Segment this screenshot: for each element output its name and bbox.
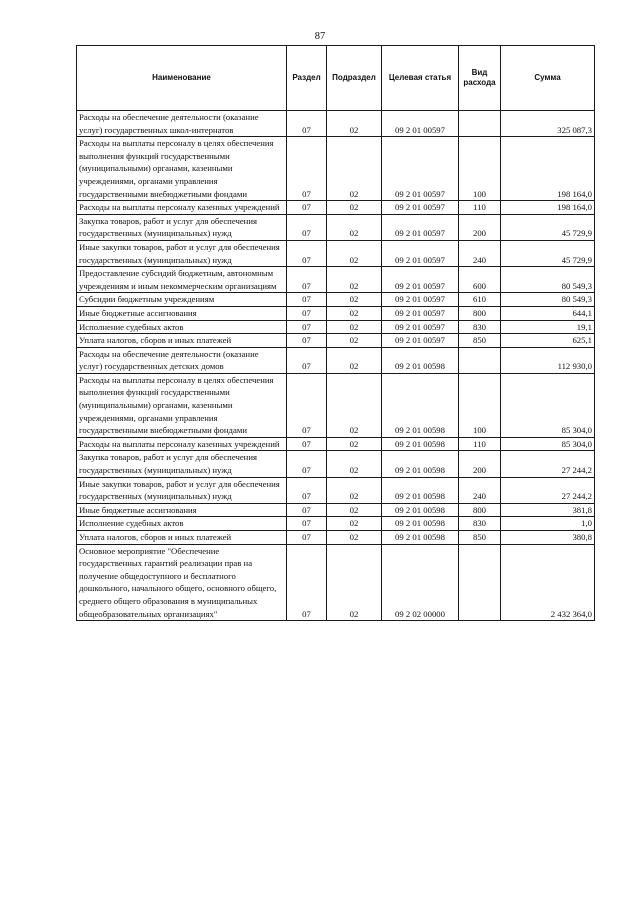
row-amount: 85 304,0 bbox=[501, 437, 595, 451]
row-subsection: 02 bbox=[327, 320, 382, 334]
row-name: Расходы на обеспечение деятельности (оказание услуг) государственных школ-интернатов bbox=[77, 111, 287, 137]
row-subsection: 02 bbox=[327, 373, 382, 437]
row-subsection: 02 bbox=[327, 267, 382, 293]
row-section: 07 bbox=[287, 373, 327, 437]
row-type bbox=[459, 347, 501, 373]
row-type: 200 bbox=[459, 214, 501, 240]
row-name: Иные бюджетные ассигнования bbox=[77, 306, 287, 320]
row-subsection: 02 bbox=[327, 334, 382, 348]
row-type: 110 bbox=[459, 437, 501, 451]
row-name: Предоставление субсидий бюджетным, автономным учреждениям и иным некоммерческим организациям bbox=[77, 267, 287, 293]
table-row bbox=[77, 437, 595, 451]
row-section: 07 bbox=[287, 477, 327, 503]
table-row bbox=[77, 477, 595, 503]
row-type: 610 bbox=[459, 293, 501, 307]
row-amount: 1,0 bbox=[501, 517, 595, 531]
table-header-row bbox=[77, 46, 595, 111]
row-target: 09 2 02 00000 bbox=[382, 544, 459, 621]
row-amount: 80 549,3 bbox=[501, 293, 595, 307]
table-row bbox=[77, 517, 595, 531]
row-section: 07 bbox=[287, 111, 327, 137]
row-name: Исполнение судебных актов bbox=[77, 320, 287, 334]
row-target: 09 2 01 00598 bbox=[382, 503, 459, 517]
row-amount: 85 304,0 bbox=[501, 373, 595, 437]
row-subsection: 02 bbox=[327, 451, 382, 477]
table-row bbox=[77, 214, 595, 240]
header-subsection: Подраздел bbox=[327, 46, 382, 111]
row-amount: 644,1 bbox=[501, 306, 595, 320]
row-section: 07 bbox=[287, 517, 327, 531]
row-subsection: 02 bbox=[327, 137, 382, 201]
row-subsection: 02 bbox=[327, 517, 382, 531]
row-name: Иные закупки товаров, работ и услуг для обеспечения государственных (муниципальных) нужд bbox=[77, 477, 287, 503]
row-amount: 2 432 364,0 bbox=[501, 544, 595, 621]
row-name: Расходы на выплаты персоналу казенных учреждений bbox=[77, 437, 287, 451]
row-section: 07 bbox=[287, 334, 327, 348]
row-amount: 19,1 bbox=[501, 320, 595, 334]
row-subsection: 02 bbox=[327, 201, 382, 215]
header-type: Вид расхода bbox=[459, 46, 501, 111]
row-section: 07 bbox=[287, 544, 327, 621]
row-target: 09 2 01 00597 bbox=[382, 334, 459, 348]
row-target: 09 2 01 00597 bbox=[382, 267, 459, 293]
row-amount: 112 930,0 bbox=[501, 347, 595, 373]
budget-table bbox=[76, 45, 595, 621]
row-section: 07 bbox=[287, 531, 327, 545]
row-name: Субсидии бюджетным учреждениям bbox=[77, 293, 287, 307]
row-name: Закупка товаров, работ и услуг для обеспечения государственных (муниципальных) нужд bbox=[77, 451, 287, 477]
row-amount: 380,8 bbox=[501, 531, 595, 545]
row-section: 07 bbox=[287, 293, 327, 307]
table-row bbox=[77, 293, 595, 307]
row-type bbox=[459, 111, 501, 137]
row-subsection: 02 bbox=[327, 306, 382, 320]
row-type: 850 bbox=[459, 531, 501, 545]
row-section: 07 bbox=[287, 137, 327, 201]
page-number: 87 bbox=[314, 31, 326, 42]
row-name: Уплата налогов, сборов и иных платежей bbox=[77, 334, 287, 348]
row-target: 09 2 01 00597 bbox=[382, 201, 459, 215]
row-target: 09 2 01 00598 bbox=[382, 531, 459, 545]
row-section: 07 bbox=[287, 214, 327, 240]
table-row bbox=[77, 111, 595, 137]
row-section: 07 bbox=[287, 306, 327, 320]
row-section: 07 bbox=[287, 437, 327, 451]
row-target: 09 2 01 00598 bbox=[382, 373, 459, 437]
row-name: Расходы на выплаты персоналу в целях обеспечения выполнения функций государственными (муниципальными) органами, казенными учреждениями, органами управления государственными внебюджетными фондами bbox=[77, 373, 287, 437]
row-name: Основное мероприятие "Обеспечение государственных гарантий реализации прав на получение общедоступного и бесплатного дошкольного, начального общего, основного общего, среднего общего образования в муниципальных общеобразовательных организациях" bbox=[77, 544, 287, 621]
row-section: 07 bbox=[287, 320, 327, 334]
row-amount: 198 164,0 bbox=[501, 201, 595, 215]
table-row bbox=[77, 201, 595, 215]
row-subsection: 02 bbox=[327, 347, 382, 373]
row-subsection: 02 bbox=[327, 214, 382, 240]
header-section: Раздел bbox=[287, 46, 327, 111]
row-type: 200 bbox=[459, 451, 501, 477]
table-row bbox=[77, 320, 595, 334]
row-amount: 45 729,9 bbox=[501, 214, 595, 240]
row-subsection: 02 bbox=[327, 544, 382, 621]
row-type: 830 bbox=[459, 320, 501, 334]
row-section: 07 bbox=[287, 451, 327, 477]
table-row bbox=[77, 373, 595, 437]
row-amount: 27 244,2 bbox=[501, 477, 595, 503]
row-subsection: 02 bbox=[327, 293, 382, 307]
row-target: 09 2 01 00598 bbox=[382, 347, 459, 373]
row-target: 09 2 01 00597 bbox=[382, 214, 459, 240]
row-target: 09 2 01 00597 bbox=[382, 320, 459, 334]
row-type: 800 bbox=[459, 503, 501, 517]
row-subsection: 02 bbox=[327, 477, 382, 503]
row-name: Иные закупки товаров, работ и услуг для обеспечения государственных (муниципальных) нужд bbox=[77, 240, 287, 266]
row-target: 09 2 01 00597 bbox=[382, 240, 459, 266]
row-section: 07 bbox=[287, 267, 327, 293]
table-row bbox=[77, 240, 595, 266]
row-name: Исполнение судебных актов bbox=[77, 517, 287, 531]
table-row bbox=[77, 267, 595, 293]
row-name: Иные бюджетные ассигнования bbox=[77, 503, 287, 517]
row-section: 07 bbox=[287, 240, 327, 266]
row-amount: 625,1 bbox=[501, 334, 595, 348]
row-type: 240 bbox=[459, 240, 501, 266]
table-row bbox=[77, 544, 595, 621]
header-amount: Сумма bbox=[501, 46, 595, 111]
row-target: 09 2 01 00598 bbox=[382, 437, 459, 451]
row-subsection: 02 bbox=[327, 240, 382, 266]
row-target: 09 2 01 00598 bbox=[382, 451, 459, 477]
row-type: 830 bbox=[459, 517, 501, 531]
table-row bbox=[77, 137, 595, 201]
table-row bbox=[77, 503, 595, 517]
row-target: 09 2 01 00597 bbox=[382, 293, 459, 307]
row-target: 09 2 01 00597 bbox=[382, 137, 459, 201]
header-target: Целевая статья bbox=[382, 46, 459, 111]
row-type: 600 bbox=[459, 267, 501, 293]
table-row bbox=[77, 334, 595, 348]
row-target: 09 2 01 00598 bbox=[382, 477, 459, 503]
row-type: 100 bbox=[459, 137, 501, 201]
row-name: Расходы на выплаты персоналу в целях обеспечения выполнения функций государственными (муниципальными) органами, казенными учреждениями, органами управления государственными внебюджетными фондами bbox=[77, 137, 287, 201]
table-row bbox=[77, 347, 595, 373]
row-type: 110 bbox=[459, 201, 501, 215]
row-name: Закупка товаров, работ и услуг для обеспечения государственных (муниципальных) нужд bbox=[77, 214, 287, 240]
row-type: 800 bbox=[459, 306, 501, 320]
row-type: 240 bbox=[459, 477, 501, 503]
row-subsection: 02 bbox=[327, 503, 382, 517]
row-section: 07 bbox=[287, 201, 327, 215]
row-subsection: 02 bbox=[327, 111, 382, 137]
row-name: Расходы на обеспечение деятельности (оказание услуг) государственных детских домов bbox=[77, 347, 287, 373]
header-name: Наименование bbox=[77, 46, 287, 111]
row-subsection: 02 bbox=[327, 531, 382, 545]
row-amount: 27 244,2 bbox=[501, 451, 595, 477]
row-name: Расходы на выплаты персоналу казенных учреждений bbox=[77, 201, 287, 215]
row-type: 850 bbox=[459, 334, 501, 348]
row-amount: 325 087,3 bbox=[501, 111, 595, 137]
row-amount: 45 729,9 bbox=[501, 240, 595, 266]
table-row bbox=[77, 451, 595, 477]
row-target: 09 2 01 00597 bbox=[382, 306, 459, 320]
row-amount: 198 164,0 bbox=[501, 137, 595, 201]
row-section: 07 bbox=[287, 347, 327, 373]
row-target: 09 2 01 00597 bbox=[382, 111, 459, 137]
table-row bbox=[77, 531, 595, 545]
row-amount: 80 549,3 bbox=[501, 267, 595, 293]
row-target: 09 2 01 00598 bbox=[382, 517, 459, 531]
row-type bbox=[459, 544, 501, 621]
row-name: Уплата налогов, сборов и иных платежей bbox=[77, 531, 287, 545]
table-row bbox=[77, 306, 595, 320]
row-type: 100 bbox=[459, 373, 501, 437]
row-subsection: 02 bbox=[327, 437, 382, 451]
row-amount: 381,8 bbox=[501, 503, 595, 517]
row-section: 07 bbox=[287, 503, 327, 517]
